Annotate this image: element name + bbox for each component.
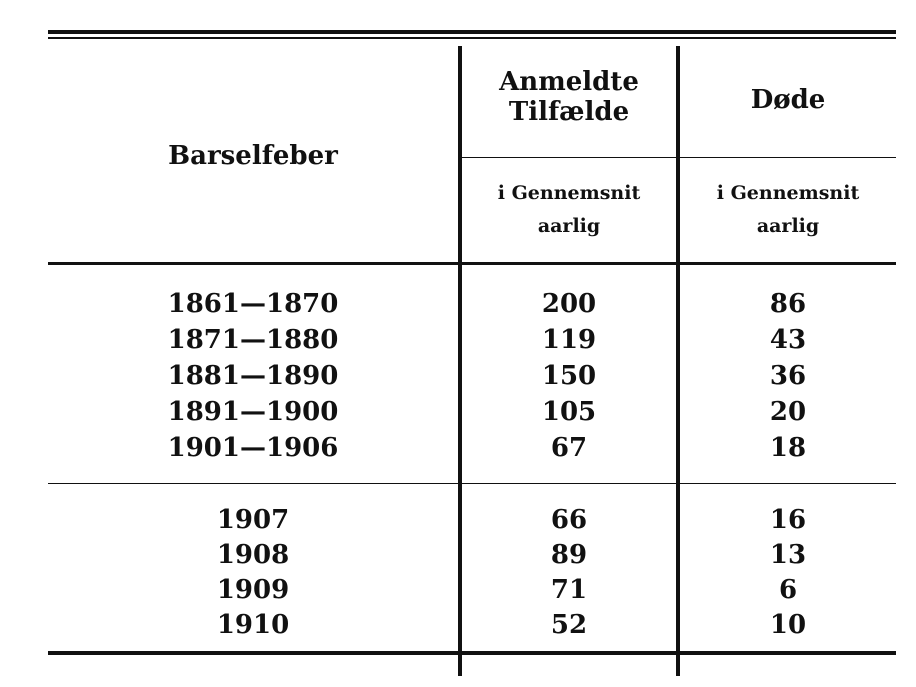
header-bottom-rule: [48, 262, 896, 265]
deaths-cell: 10: [769, 610, 807, 640]
deaths-cell: 43: [769, 325, 807, 355]
period-cell: 1910: [216, 610, 290, 640]
top-rule-thick: [48, 30, 896, 34]
column-header-cases-line1: Anmeldte: [499, 67, 639, 97]
period-cell: 1871—1880: [167, 325, 339, 355]
deaths-cell: 18: [769, 433, 807, 463]
group-separator-rule: [48, 483, 896, 484]
period-cell: 1861—1870: [167, 289, 339, 319]
deaths-cell: 13: [769, 540, 807, 570]
period-cell: 1907: [216, 505, 290, 535]
bottom-rule: [48, 651, 896, 655]
period-cell: 1881—1890: [167, 361, 339, 391]
table-row: [0, 433, 916, 464]
header-subrule: [462, 157, 896, 158]
period-cell: 1909: [216, 575, 290, 605]
stub-header: Barselfeber: [168, 141, 338, 171]
cases-cell: 66: [550, 505, 588, 535]
cases-cell: 200: [541, 289, 597, 319]
deaths-cell: 6: [778, 575, 798, 605]
column-header-cases-line2: Tilfælde: [508, 97, 630, 127]
column-header-deaths: Døde: [750, 85, 826, 115]
column-subheader-cases-line2: aarlig: [537, 215, 601, 237]
cases-cell: 119: [541, 325, 597, 355]
table-row: [0, 540, 916, 571]
cases-cell: 105: [541, 397, 597, 427]
table-row: [0, 610, 916, 641]
table-row: [0, 361, 916, 392]
period-cell: 1901—1906: [167, 433, 339, 463]
column-subheader-deaths-line1: i Gennemsnit: [716, 182, 860, 204]
deaths-cell: 86: [769, 289, 807, 319]
column-subheader-deaths-line2: aarlig: [756, 215, 820, 237]
cases-cell: 150: [541, 361, 597, 391]
cases-cell: 89: [550, 540, 588, 570]
top-rule-thin: [48, 37, 896, 39]
period-cell: 1908: [216, 540, 290, 570]
table-row: [0, 505, 916, 536]
table-row: [0, 325, 916, 356]
table-row: [0, 575, 916, 606]
deaths-cell: 16: [769, 505, 807, 535]
deaths-cell: 20: [769, 397, 807, 427]
period-cell: 1891—1900: [167, 397, 339, 427]
cases-cell: 67: [550, 433, 588, 463]
table-row: [0, 397, 916, 428]
table-row: [0, 289, 916, 320]
deaths-cell: 36: [769, 361, 807, 391]
column-subheader-cases-line1: i Gennemsnit: [497, 182, 641, 204]
cases-cell: 71: [550, 575, 588, 605]
cases-cell: 52: [550, 610, 588, 640]
